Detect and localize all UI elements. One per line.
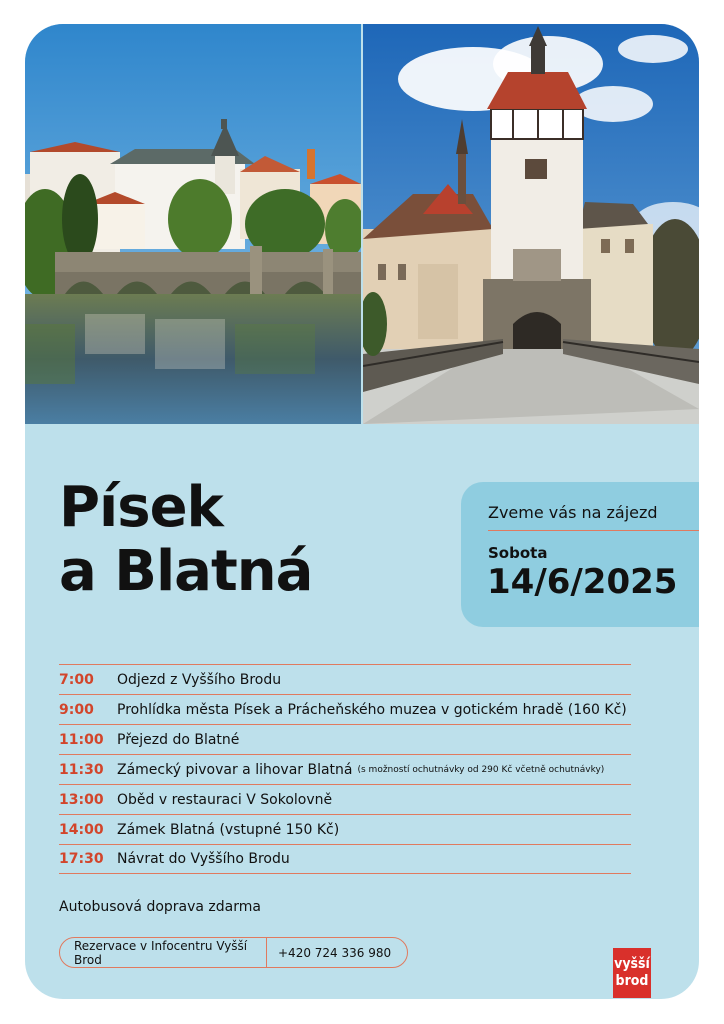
poster-title: [59, 476, 312, 604]
vyssi-brod-logo: [613, 948, 651, 998]
schedule-text: Zámecký pivovar a lihovar Blatná: [117, 761, 353, 778]
schedule-text: Prohlídka města Písek a Prácheňského muzea v gotickém hradě (160 Kč): [117, 701, 627, 718]
schedule-text: Oběd v restauraci V Sokolovně: [117, 791, 333, 808]
photo-pisek-bridge: [25, 24, 361, 424]
photo-strip: [25, 24, 699, 424]
schedule-row: [59, 724, 631, 754]
schedule-text: Návrat do Vyššího Brodu: [117, 851, 290, 867]
logo-line-2: brod: [615, 973, 649, 989]
trip-date: 14/6/2025: [487, 562, 678, 602]
reservation-label: Rezervace v Infocentru Vyšší Brod: [74, 938, 248, 967]
date-box: [461, 482, 699, 627]
reservation-phone[interactable]: +420 724 336 980: [278, 945, 392, 960]
schedule-row: [59, 694, 631, 724]
transport-note: Autobusová doprava zdarma: [59, 899, 261, 915]
reservation-pill: [59, 937, 408, 968]
schedule-row: [59, 784, 631, 814]
invite-text: Zveme vás na zájezd: [488, 503, 658, 522]
schedule-row: [59, 844, 631, 874]
date-box-divider: [488, 530, 699, 531]
schedule-time: 13:00: [59, 791, 104, 808]
schedule-text: Odjezd z Vyššího Brodu: [117, 671, 282, 688]
schedule-list: [59, 664, 631, 874]
photo-blatna-castle: [363, 24, 699, 424]
schedule-row: [59, 664, 631, 694]
title-line-1: Písek: [59, 475, 223, 540]
schedule-note: (s možností ochutnávky od 290 Kč včetně ochutnávky): [357, 764, 605, 775]
trip-day: Sobota: [488, 544, 548, 562]
schedule-row: [59, 814, 631, 844]
schedule-time: 7:00: [59, 671, 94, 688]
schedule-time: 14:00: [59, 821, 104, 838]
schedule-time: 11:30: [59, 761, 104, 778]
schedule-text: Zámek Blatná (vstupné 150 Kč): [117, 821, 340, 838]
schedule-text: Přejezd do Blatné: [117, 731, 240, 748]
logo-line-1: vyšší: [614, 956, 650, 972]
poster-card: [25, 24, 699, 999]
schedule-row: [59, 754, 631, 784]
title-line-2: a Blatná: [59, 539, 313, 604]
schedule-time: 11:00: [59, 731, 104, 748]
schedule-time: 9:00: [59, 701, 94, 718]
schedule-time: 17:30: [59, 851, 104, 867]
